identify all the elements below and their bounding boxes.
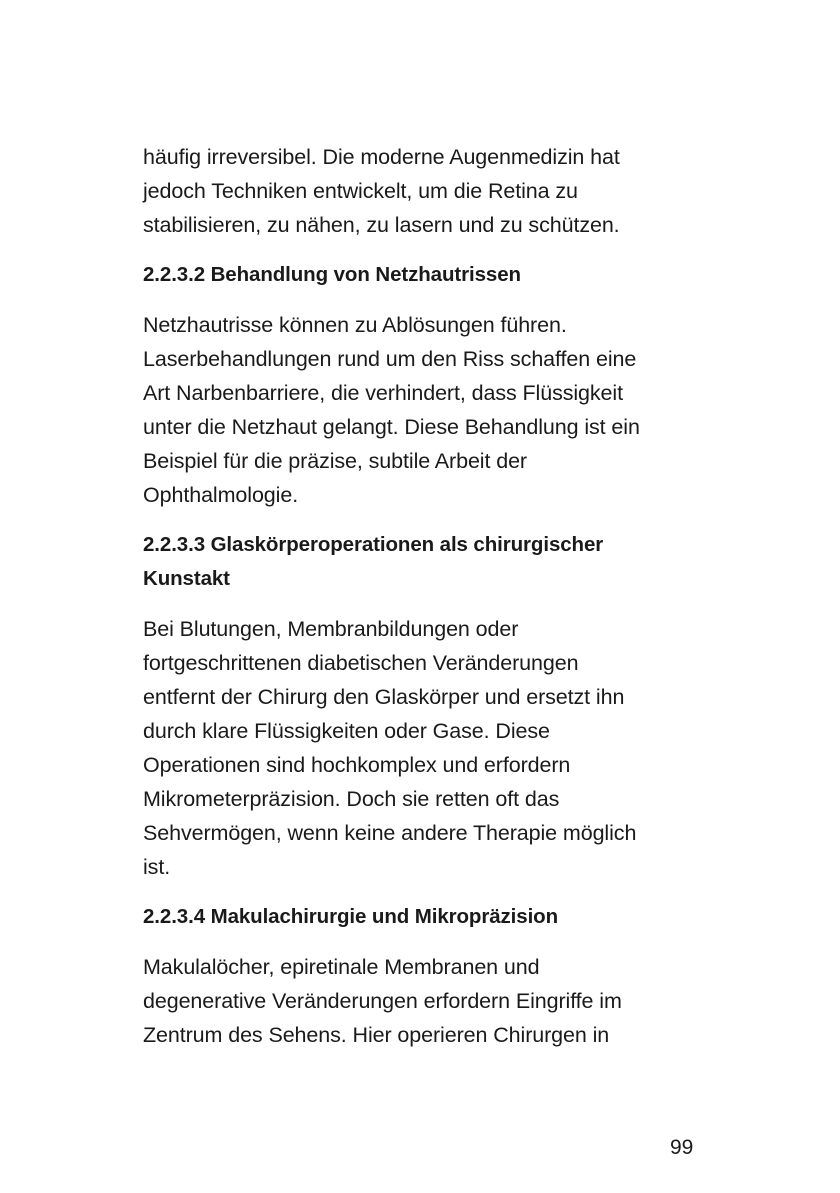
- heading-line: 2.2.3.3 Glaskörperoperationen als chirurgischer: [143, 533, 604, 556]
- text-line: Ophthalmologie.: [143, 483, 299, 507]
- text-line: häufig irreversibel. Die moderne Augenmedizin hat: [143, 145, 620, 169]
- page-content: [143, 140, 703, 1052]
- heading-line: 2.2.3.2 Behandlung von Netzhautrissen: [143, 263, 521, 286]
- text-line: durch klare Flüssigkeiten oder Gase. Diese: [143, 719, 550, 743]
- text-line: Mikrometerpräzision. Doch sie retten oft das: [143, 787, 560, 811]
- text-line: jedoch Techniken entwickelt, um die Retina zu: [143, 179, 578, 203]
- text-line: entfernt der Chirurg den Glaskörper und ersetzt ihn: [143, 685, 625, 709]
- text-line: Zentrum des Sehens. Hier operieren Chirurgen in: [143, 1023, 610, 1047]
- page-number: 99: [670, 1136, 694, 1159]
- text-line: stabilisieren, zu nähen, zu lasern und zu schützen.: [143, 213, 620, 237]
- section-body-2-2-3-3: [143, 612, 703, 884]
- text-line: unter die Netzhaut gelangt. Diese Behandlung ist ein: [143, 415, 640, 439]
- text-line: degenerative Veränderungen erfordern Eingriffe im: [143, 989, 622, 1013]
- text-line: Makulalöcher, epiretinale Membranen und: [143, 955, 540, 979]
- text-line: Laserbehandlungen rund um den Riss schaffen eine: [143, 347, 637, 371]
- section-body-2-2-3-4: [143, 950, 703, 1052]
- section-heading-2-2-3-2: [143, 258, 703, 292]
- heading-line: Kunstakt: [143, 567, 230, 590]
- text-line: Beispiel für die präzise, subtile Arbeit der: [143, 449, 527, 473]
- section-body-2-2-3-2: [143, 308, 703, 512]
- text-line: Netzhautrisse können zu Ablösungen führen.: [143, 313, 567, 337]
- section-heading-2-2-3-3: [143, 528, 703, 596]
- text-line: Sehvermögen, wenn keine andere Therapie möglich: [143, 821, 637, 845]
- intro-paragraph: [143, 140, 703, 242]
- text-line: fortgeschrittenen diabetischen Veränderungen: [143, 651, 579, 675]
- section-heading-2-2-3-4: [143, 900, 703, 934]
- text-line: Operationen sind hochkomplex und erfordern: [143, 753, 571, 777]
- text-line: ist.: [143, 855, 171, 879]
- text-line: Art Narbenbarriere, die verhindert, dass Flüssigkeit: [143, 381, 623, 405]
- heading-line: 2.2.3.4 Makulachirurgie und Mikropräzision: [143, 905, 559, 928]
- text-line: Bei Blutungen, Membranbildungen oder: [143, 617, 519, 641]
